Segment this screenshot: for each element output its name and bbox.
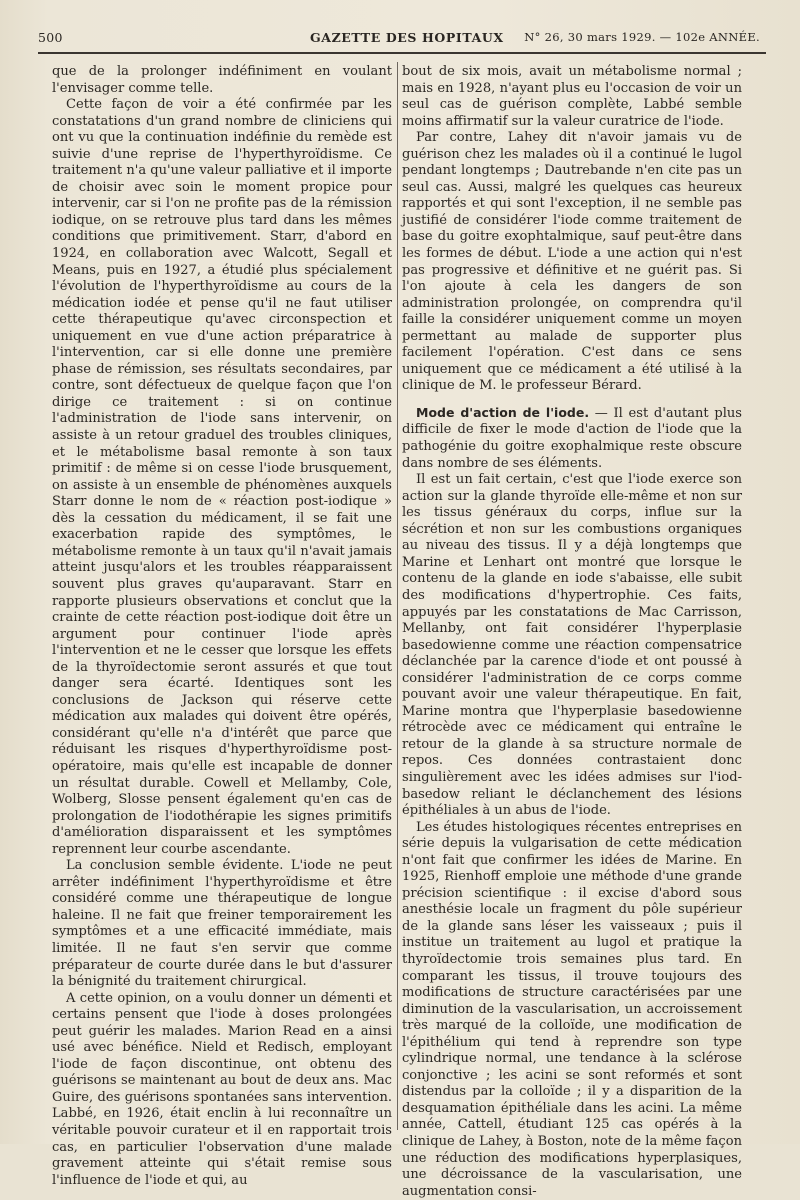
page-header: [38, 30, 768, 52]
section-paragraph: [402, 405, 742, 472]
paragraph: A cette opinion, on a voulu donner un démenti et certains pensent que l'iode à doses prolongées peut guérir les malades. Marion Read en a ainsi usé avec bénéfice. Nield et Redisch, employant l'iode de façon discontinue, ont obtenu des guérisons se maintenant au bout de deux ans. Mac Guire, des guérisons spontanées sans intervention. Labbé, en 1926, était enclin à lui reconnaître un véritable pouvoir curateur et il en rapportait trois cas, en particulier l'observation d'une malade gravement atteinte qui s'était remise sous l'influence de l'iode et qui, au: [52, 990, 392, 1188]
section-gap: [402, 395, 742, 405]
left-column: [52, 64, 392, 1189]
section-heading: Mode d'action de l'iode.: [416, 404, 590, 420]
issue-info: N° 26, 30 mars 1929. — 102e ANNÉE.: [524, 30, 760, 44]
paragraph: bout de six mois, avait un métabolisme normal ; mais en 1928, n'ayant plus eu l'occasion de voir un seul cas de guérison complète, Labbé semble moins affirmatif sur la valeur curatrice de l'iode.: [402, 64, 742, 129]
paragraph: Les études histologiques récentes entreprises en série depuis la vulgarisation de cette médication n'ont fait que confirmer les idées de Marine. En 1925, Rienhoff emploie une méthode d'une grande précision scientifique : il excise d'abord sous anesthésie locale un fragment du pôle supérieur de la glande sans léser les vaisseaux ; puis il institue un traitement au lugol et pratique la thyroïdectomie trois semaines plus tard. En comparant les tissus, il trouve toujours des modifications de structure caractérisées par une diminution de la vascularisation, un accroissement très marqué de la colloïde, une modification de l'épithélium qui tend à reprendre son type cylindrique normal, une tendance à la sclérose conjonctive ; les acini se sont reformés et sont distendus par la colloïde ; il y a disparition de la desquamation épithéliale dans les acini. La même année, Cattell, étudiant 125 cas opérés à la clinique de Lahey, à Boston, note de la même façon une réduction des modifications hyperplasiques, une décroissance de la vascularisation, une augmentation consi-: [402, 819, 742, 1199]
section-intro-text: — Il est d'autant plus difficile de fixer le mode d'action de l'iode que la pathogénie du goitre exophalmique reste obscure dans nombre de ses éléments.: [402, 405, 742, 471]
paragraph: Il est un fait certain, c'est que l'iode exerce son action sur la glande thyroïde elle-même et non sur les tissus généraux du corps, influe sur la sécrétion et non sur les combustions organiques au niveau des tissus. Il y a déjà longtemps que Marine et Lenhart ont montré que lorsque le contenu de la glande en iode s'abaisse, elle subit des modifications d'hypertrophie. Ces faits, appuyés par les constatations de Mac Carrisson, Mellanby, ont fait considérer l'hyperplasie basedowienne comme une réaction compensatrice déclanchée par la carence d'iode et ont poussé à considérer l'administration de ce corps comme pouvant avoir une valeur thérapeutique. En fait, Marine montra que l'hyperplasie basedowienne rétrocède avec ce médicament qui entraîne le retour de la glande à sa structure normale de repos. Ces données contrastaient donc singulièrement avec les idées admises sur l'iod-basedow reliant le déclanchement des lésions épithéliales à un abus de l'iode.: [402, 472, 742, 819]
right-column: [402, 64, 742, 1200]
column-divider: [397, 62, 398, 1130]
page-number: 500: [38, 30, 63, 45]
paragraph: que de la prolonger indéfiniment en voulant l'envisager comme telle.: [52, 64, 392, 96]
paragraph: Par contre, Lahey dit n'avoir jamais vu de guérison chez les malades où il a continué le lugol pendant longtemps ; Dautrebande n'en cite pas un seul cas. Aussi, malgré les quelques cas heureux rapportés et qui sont l'exception, il ne semble pas justifié de considérer l'iode comme traitement de base du goitre exophtalmique, sauf peut-être dans les formes de début. L'iode a une action qui n'est pas progressive et définitive et ne guérit pas. Si l'on ajoute à cela les dangers de son administration prolongée, on comprendra qu'il faille la considérer uniquement comme un moyen permettant au malade de supporter plus facilement l'opération. C'est dans ce sens uniquement que ce médicament a été utilisé à la clinique de M. le professeur Bérard.: [402, 130, 742, 394]
paragraph: Cette façon de voir a été confirmée par les constatations d'un grand nombre de cliniciens qui ont vu que la continuation indéfinie du remède est suivie d'une reprise de l'hyperthyroïdisme. Ce traitement n'a qu'une valeur palliative et il importe de choisir avec soin le moment propice pour intervenir, car si l'on ne profite pas de la rémission iodique, on se retrouve plus tard dans les mêmes conditions que primitivement. Starr, d'abord en 1924, en collaboration avec Walcott, Segall et Means, puis en 1927, a étudié plus spécialement l'évolution de l'hyperthyroïdisme au cours de la médication iodée et pense qu'il ne faut utiliser cette thérapeutique qu'avec circonspection et uniquement en vue d'une action préparatrice à l'intervention, car si elle donne une première phase de rémission, ses résultats secondaires, par contre, sont défectueux de quelque façon que l'on dirige ce traitement : si on continue l'administration de l'iode sans intervenir, on assiste à un retour graduel des troubles cliniques, et le métabolisme basal remonte à son taux primitif : de même si on cesse l'iode brusquement, on assiste à un ensemble de phénomènes auxquels Starr donne le nom de « réaction post-iodique » dès la cessation du médicament, il se fait une exacerbation rapide des symptômes, le métabolisme remonte à un taux qu'il n'avait jamais atteint jusqu'alors et les troubles réapparaissent souvent plus graves qu'auparavant. Starr en rapporte plusieurs observations et conclut que la crainte de cette réaction post-iodique doit être un argument pour continuer l'iode après l'intervention et ne le cesser que lorsque les effets de la thyroïdectomie seront assurés et que tout danger sera écarté. Identiques sont les conclusions de Jackson qui réserve cette médication aux malades qui doivent être opérés, considérant qu'elle n'a d'intérêt que parce que réduisant les risques d'hyperthyroïdisme post-opératoire, mais qu'elle est incapable de donner un résultat durable. Cowell et Mellamby, Cole, Wolberg, Slosse pensent également qu'en cas de prolongation de l'iodothérapie les signes primitifs d'amélioration disparaissent et les symptômes reprennent leur courbe ascendante.: [52, 97, 392, 857]
header-rule: [38, 52, 766, 54]
journal-title: GAZETTE DES HOPITAUX: [310, 30, 504, 45]
paragraph: La conclusion semble évidente. L'iode ne peut arrêter indéfiniment l'hyperthyroïdisme et être considéré comme une thérapeutique de longue haleine. Il ne fait que freiner temporairement les symptômes et a une efficacité immédiate, mais limitée. Il ne faut s'en servir que comme préparateur de courte durée dans le but d'assurer la bénignité du traitement chirurgical.: [52, 858, 392, 990]
